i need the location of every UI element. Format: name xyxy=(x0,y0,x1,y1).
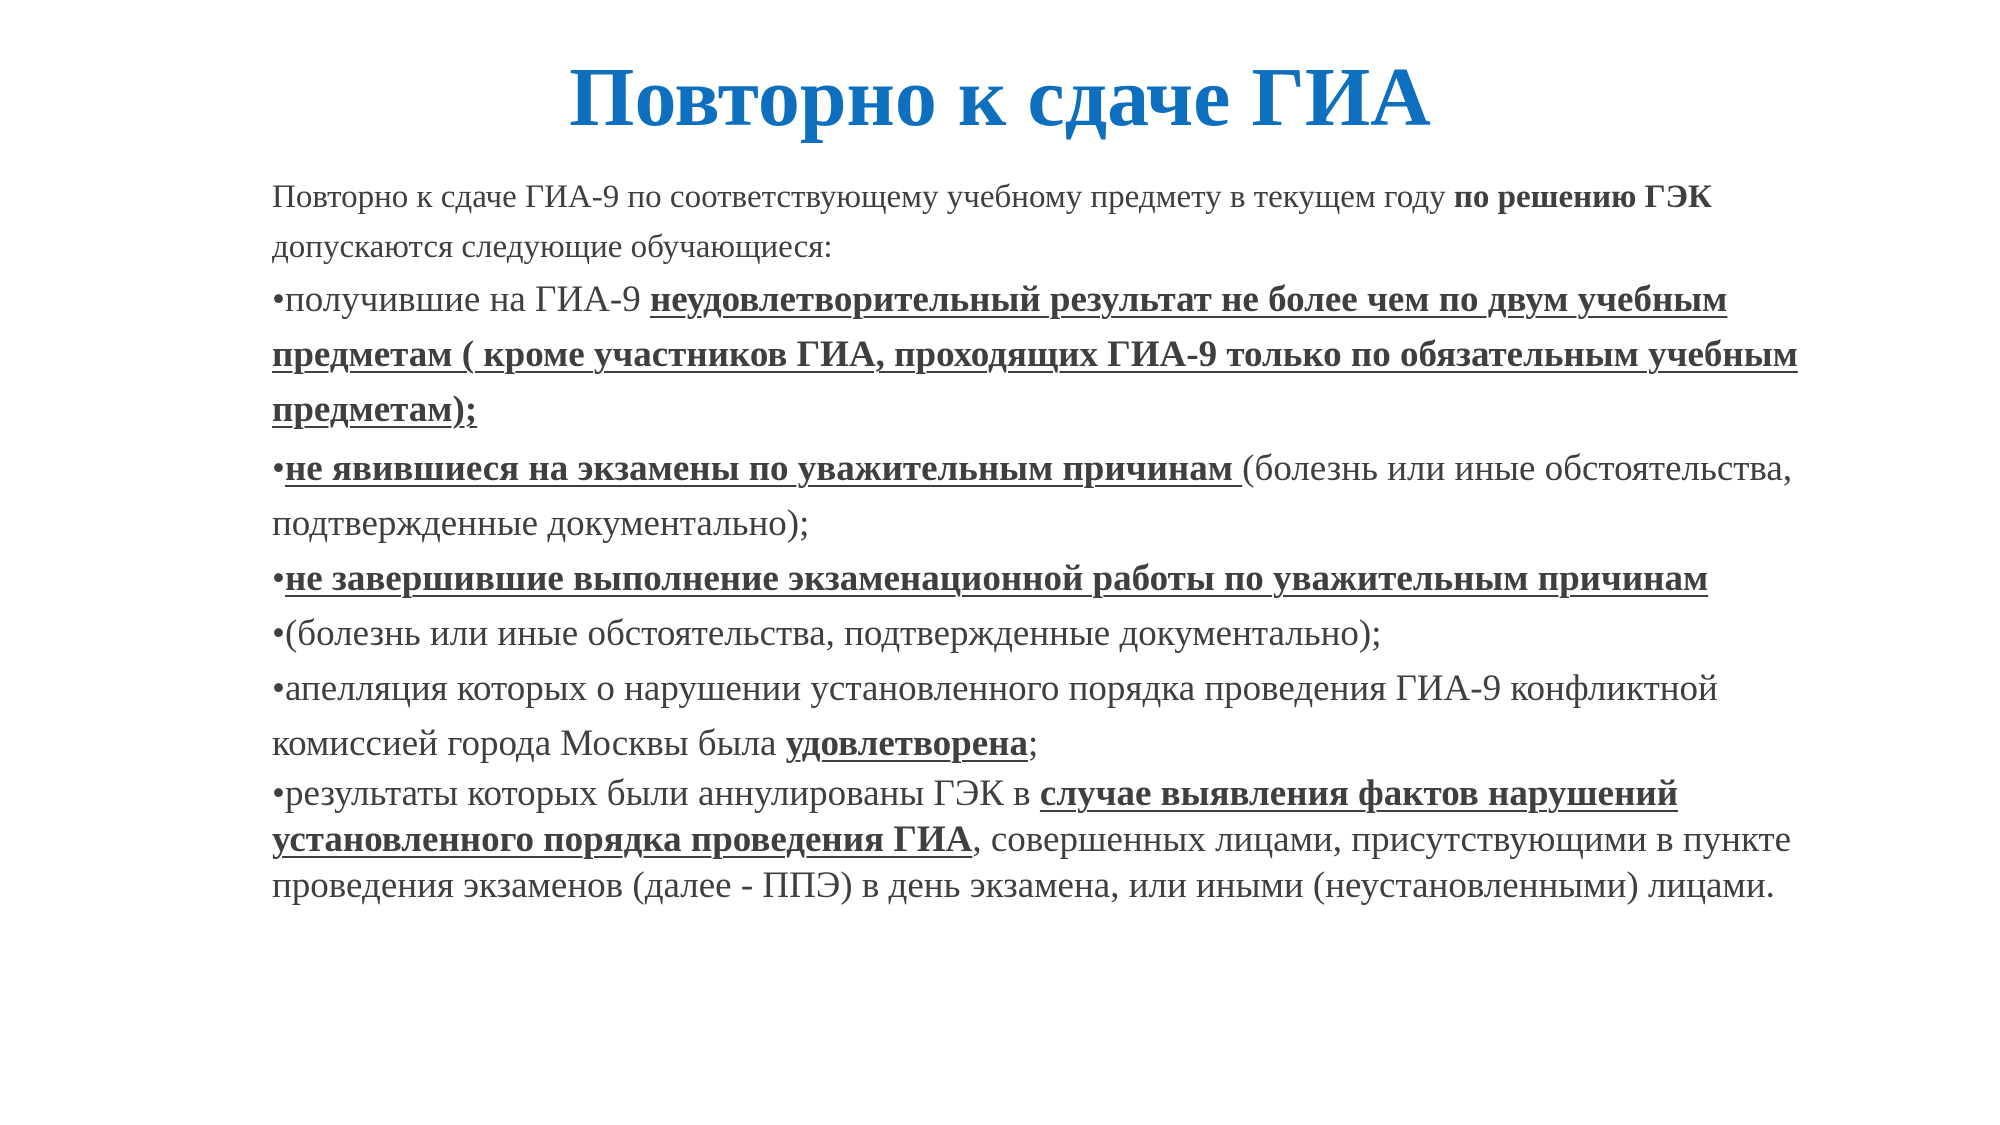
item-text-end: ; xyxy=(1028,723,1039,764)
item-emphasis: не явившиеся на экзамены по уважительным причинам xyxy=(284,448,1243,489)
bullet: • xyxy=(272,613,285,654)
list-item-appeal xyxy=(272,661,1812,771)
bullet: • xyxy=(272,448,285,489)
slide-body xyxy=(272,172,1812,909)
item-emphasis: случае выявления фактов нарушений установленного порядка проведения ГИА xyxy=(272,773,1679,860)
item-emphasis: неудовлетворительный результат не более чем по двум учебным предметам ( кроме участников ГИА, проходящих ГИА-9 только по обязательным учебным предметам); xyxy=(272,279,1798,430)
list-item-not-completed xyxy=(272,551,1812,606)
intro-paragraph xyxy=(272,172,1812,272)
list-item-annulled xyxy=(272,771,1812,909)
item-emphasis: удовлетворена xyxy=(785,723,1028,764)
item-emphasis: не завершившие выполнение экзаменационной работы по уважительным причинам xyxy=(284,558,1709,599)
item-text: получившие на ГИА-9 xyxy=(284,279,650,320)
bullet: • xyxy=(272,558,285,599)
intro-text-end: допускаются следующие обучающиеся: xyxy=(272,229,833,265)
intro-text: Повторно к сдаче ГИА-9 по соответствующему учебному предмету в текущем году xyxy=(272,179,1454,215)
bullet: • xyxy=(272,773,285,814)
item-text: (болезнь или иные обстоятельства, подтвержденные документально); xyxy=(284,613,1382,654)
item-text-end: , совершенных лицами, присутствующими в пункте проведения экзаменов (далее - ППЭ) в день экзамена, или иными (неустановленными) лицами. xyxy=(272,819,1792,906)
item-text: результаты которых были аннулированы ГЭК в xyxy=(284,773,1040,814)
item-text: (болезнь или иные обстоятельства, подтвержденные документально); xyxy=(272,448,1793,544)
bullet: • xyxy=(272,668,285,709)
list-item-failed-results xyxy=(272,272,1812,437)
list-item-reason xyxy=(272,606,1812,661)
list-item-absent xyxy=(272,441,1812,551)
slide-title: Повторно к сдаче ГИА xyxy=(569,51,1431,144)
bullet: • xyxy=(272,279,285,320)
item-text: апелляция которых о нарушении установленного порядка проведения ГИА-9 конфликтной комиссией города Москвы была xyxy=(272,668,1718,764)
intro-bold-text: по решению ГЭК xyxy=(1453,179,1712,215)
